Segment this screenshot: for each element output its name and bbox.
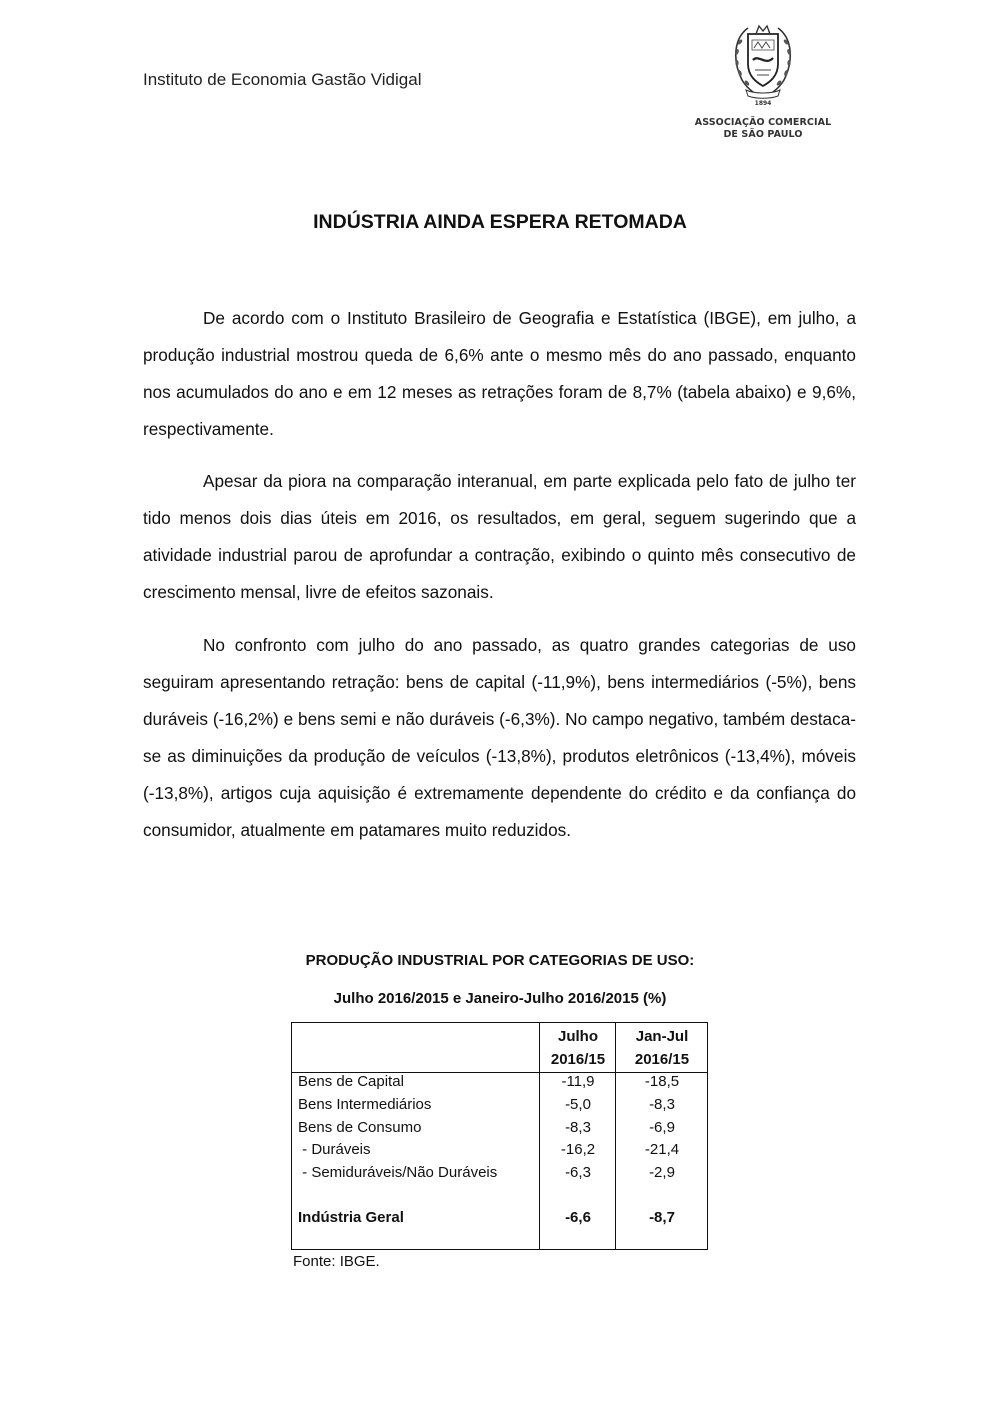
logo-name-line1: ASSOCIAÇÃO COMERCIAL (694, 117, 832, 128)
paragraph-1: De acordo com o Instituto Brasileiro de Geografia e Estatística (IBGE), em julho, a produção industrial mostrou queda de 6,6% ante o mesmo mês do ano passado, enquanto nos acumulados do ano e em 12 meses as retrações foram de 8,7% (tabela abaixo) e 9,6%, respectivamente. (143, 308, 856, 439)
production-table (291, 1022, 708, 1250)
row-value-janjul: -21,4 (644, 1141, 680, 1158)
paragraph-3: No confronto com julho do ano passado, as quatro grandes categorias de uso seguiram apresentando retração: bens de capital (-11,9%), bens intermediários (-5%), bens duráveis (-16,2%) e bens semi e não duráveis (-6,3%). No campo negativo, também destaca-se as diminuições da produção de veículos (-13,8%), produtos eletrônicos (-13,4%), móveis (-13,8%), artigos cuja aquisição é extremamente dependente do crédito e da confiança do consumidor, atualmente em patamares muito reduzidos. (143, 635, 856, 840)
table-subtitle: Julho 2016/2015 e Janeiro-Julho 2016/2015 (%) (333, 990, 667, 1007)
row-label: - Semiduráveis/Não Duráveis (298, 1164, 498, 1181)
row-label: Bens de Consumo (298, 1119, 422, 1136)
row-value-julho: -8,3 (565, 1119, 591, 1136)
logo-year: 1894 (754, 100, 772, 107)
row-value-julho: -6,3 (565, 1164, 591, 1181)
paragraph-2: Apesar da piora na comparação interanual, em parte explicada pelo fato de julho ter tido menos dois dias úteis em 2016, os resultados, em geral, seguem sugerindo que a atividade industrial parou de aprofundar a contração, exibindo o quinto mês consecutivo de crescimento mensal, livre de efeitos sazonais. (143, 471, 856, 602)
row-value-julho: -11,9 (561, 1073, 595, 1090)
row-value-janjul: -18,5 (644, 1073, 680, 1090)
table-title: PRODUÇÃO INDUSTRIAL POR CATEGORIAS DE USO: (305, 952, 695, 969)
row-value-janjul: -2,9 (649, 1164, 675, 1181)
column-header-julho: Julho 2016/15 (550, 1028, 606, 1068)
institute-header: Instituto de Economia Gastão Vidigal (143, 70, 422, 89)
row-value-julho: -5,0 (565, 1096, 591, 1113)
table-row (292, 1139, 707, 1161)
table-row (292, 1162, 707, 1184)
table-row (292, 1117, 707, 1139)
row-label: - Duráveis (298, 1141, 371, 1158)
table-row (292, 1071, 707, 1093)
document-title: INDÚSTRIA AINDA ESPERA RETOMADA (313, 211, 687, 233)
total-value-julho: -6,6 (565, 1209, 591, 1226)
row-value-janjul: -8,3 (649, 1096, 675, 1113)
table-row (292, 1094, 707, 1116)
total-value-janjul: -8,7 (649, 1209, 675, 1226)
total-label: Indústria Geral (298, 1209, 404, 1226)
row-value-janjul: -6,9 (649, 1119, 675, 1136)
row-value-julho: -16,2 (560, 1141, 596, 1158)
logo-name-line2: DE SÃO PAULO (723, 129, 803, 140)
table-total-row (292, 1207, 707, 1229)
column-header-janjul: Jan-Jul 2016/15 (634, 1028, 690, 1068)
row-label: Bens de Capital (298, 1073, 404, 1090)
row-label: Bens Intermediários (298, 1096, 432, 1113)
coat-of-arms-emblem-icon (728, 20, 798, 100)
acsp-logo (692, 20, 834, 145)
table-source: Fonte: IBGE. (293, 1253, 380, 1270)
